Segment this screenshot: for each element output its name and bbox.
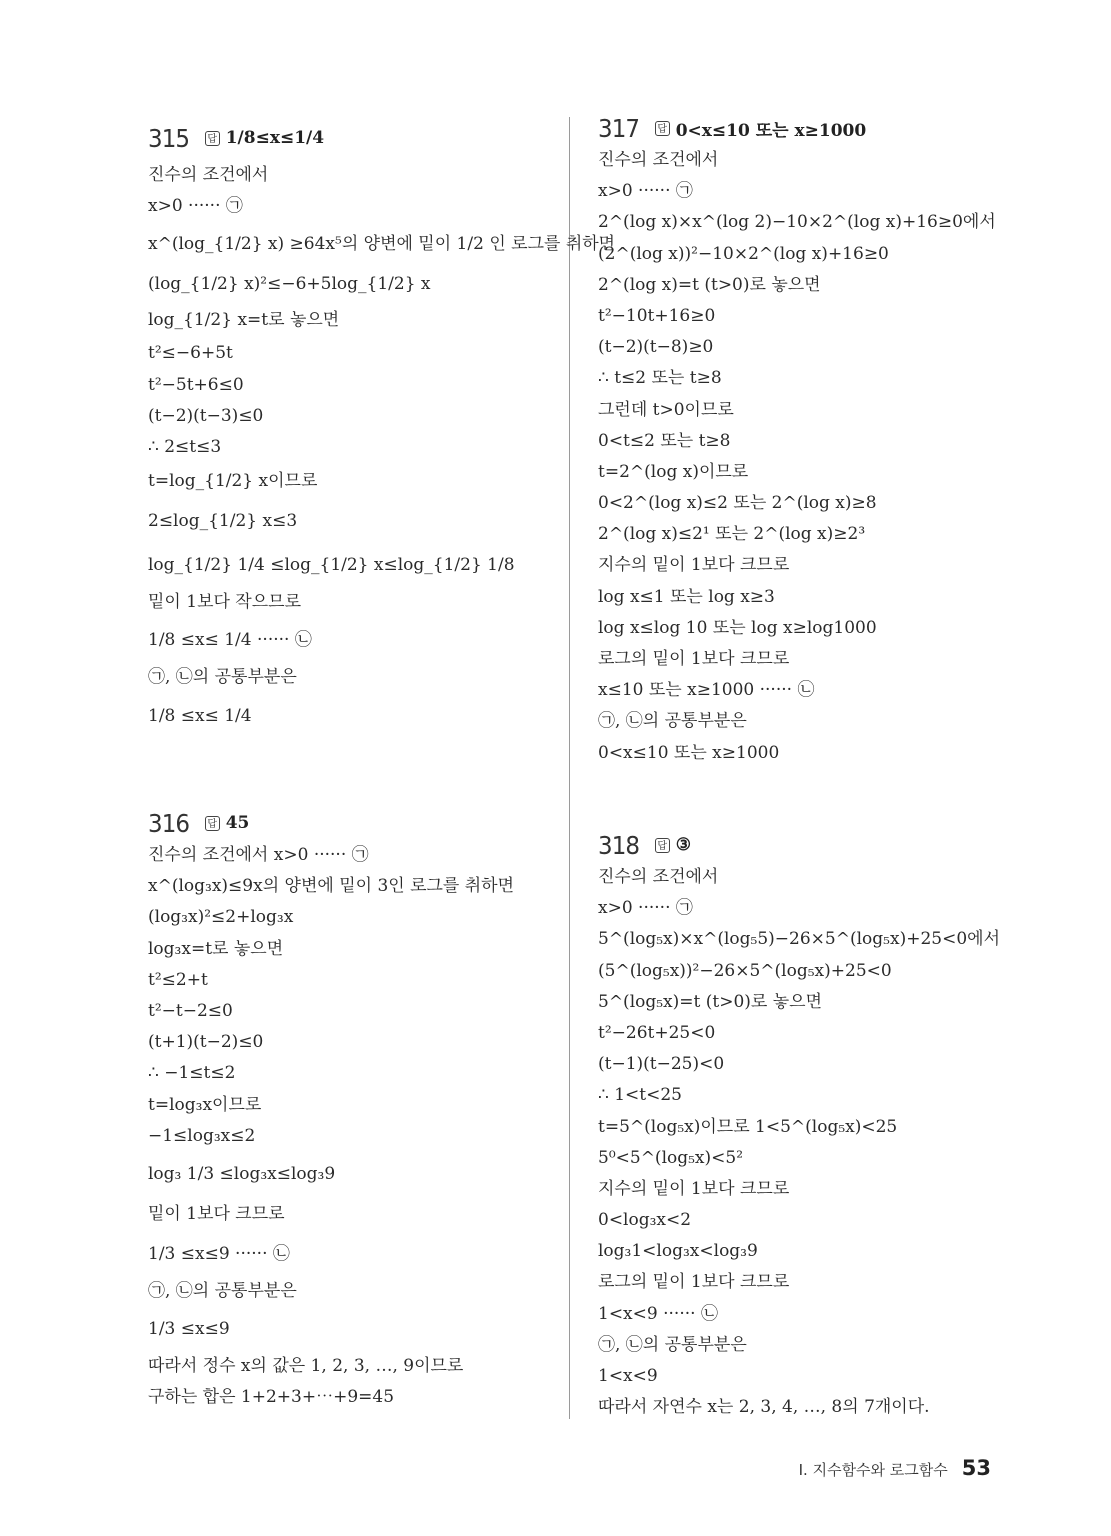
solution-line: (t−2)(t−8)≥0: [598, 337, 714, 358]
answer-icon: 답: [655, 838, 670, 853]
solution-line: 5^(log₅x)=t (t>0)로 놓으면: [598, 991, 823, 1012]
solution-line: ∴ 1<t<25: [598, 1085, 682, 1106]
solution-line: 진수의 조건에서: [598, 150, 719, 170]
solution-line: (log₃x)²≤2+log₃x: [148, 907, 294, 928]
solution-line: x>0 ······ ㉠: [148, 196, 243, 217]
solution-line: log₃x=t로 놓으면: [148, 938, 284, 959]
solution-line: −1≤log₃x≤2: [148, 1125, 256, 1146]
solution-line: t²−26t+25<0: [598, 1022, 716, 1043]
solution-line: 그런데 t>0이므로: [598, 399, 734, 420]
page-footer: [799, 1456, 991, 1480]
solution-line: log₃ 1/3 ≤log₃x≤log₃9: [148, 1163, 336, 1184]
solution-line: 구하는 합은 1+2+3+⋯+9=45: [148, 1387, 395, 1408]
solution-line: 0<log₃x<2: [598, 1210, 692, 1231]
solution-line: 지수의 밑이 1보다 크므로: [598, 1178, 790, 1199]
solution-line: x≤10 또는 x≥1000 ······ ㉡: [598, 680, 815, 701]
solution-line: t=2^(log x)이므로: [598, 461, 749, 482]
answer-icon: 답: [205, 131, 220, 146]
solution-line: log_{1/2} x=t로 놓으면: [148, 310, 340, 331]
solution-line: t²≤2+t: [148, 969, 208, 990]
problem-number: 316: [148, 808, 190, 838]
solution-line: 1<x<9: [598, 1366, 658, 1386]
solution-line: 0<x≤10 또는 x≥1000: [598, 742, 780, 763]
chapter-label: I. 지수함수와 로그함수: [798, 1461, 948, 1479]
solution-line: (log_{1/2} x)²≤−6+5log_{1/2} x: [148, 274, 431, 295]
solution-line: x^(log₃x)≤9x의 양변에 밑이 3인 로그를 취하면: [148, 876, 515, 897]
solution-line: (t+1)(t−2)≤0: [148, 1032, 264, 1053]
problem-317: [598, 113, 996, 769]
answer-value: 1/8≤x≤1/4: [225, 128, 325, 148]
solution-line: x^(log_{1/2} x) ≥64x⁵의 양변에 밑이 1/2 인 로그를 취하면: [148, 234, 616, 255]
answer-value: 0<x≤10 또는 x≥1000: [675, 120, 867, 141]
solution-line: x>0 ······ ㉠: [598, 898, 693, 919]
solution-line: 5^(log₅x)×x^(log₅5)−26×5^(log₅x)+25<0에서: [598, 929, 1000, 950]
solution-line: t=5^(log₅x)이므로 1<5^(log₅x)<25: [598, 1116, 898, 1137]
solution-line: ㉠, ㉡의 공통부분은: [148, 667, 297, 688]
solution-line: ∴ 2≤t≤3: [148, 436, 222, 457]
solution-line: 0<2^(log x)≤2 또는 2^(log x)≥8: [598, 493, 877, 514]
problem-number: 315: [148, 123, 190, 153]
solution-line: (t−1)(t−25)<0: [598, 1054, 725, 1075]
solution-line: 2≤log_{1/2} x≤3: [148, 511, 298, 532]
solution-line: 진수의 조건에서: [598, 867, 719, 887]
solution-line: 로그의 밑이 1보다 크므로: [598, 649, 790, 669]
solution-line: 1/3 ≤x≤9: [148, 1319, 230, 1340]
solution-line: (2^(log x))²−10×2^(log x)+16≥0: [598, 243, 889, 264]
answer-value: ③: [675, 835, 691, 855]
solution-line: x>0 ······ ㉠: [598, 181, 693, 202]
solution-line: 5⁰<5^(log₅x)<5²: [598, 1147, 744, 1168]
solution-line: ㉠, ㉡의 공통부분은: [598, 1334, 747, 1355]
solution-line: 1/8 ≤x≤ 1/4: [148, 705, 252, 726]
solution-line: (t−2)(t−3)≤0: [148, 405, 264, 426]
problem-316: [148, 808, 514, 1413]
solution-line: (5^(log₅x))²−26×5^(log₅x)+25<0: [598, 960, 892, 981]
solution-line: 0<t≤2 또는 t≥8: [598, 430, 731, 451]
solution-line: 2^(log x)≤2¹ 또는 2^(log x)≥2³: [598, 524, 866, 545]
solution-line: 로그의 밑이 1보다 크므로: [598, 1272, 790, 1293]
solution-line: 1<x<9 ······ ㉡: [598, 1303, 718, 1324]
problem-317-header: [598, 113, 996, 143]
solution-line: log x≤1 또는 log x≥3: [598, 586, 775, 607]
answer-icon: 답: [655, 121, 670, 136]
solution-line: t²−10t+16≥0: [598, 305, 716, 326]
solution-line: ㉠, ㉡의 공통부분은: [148, 1280, 297, 1301]
solution-line: 2^(log x)×x^(log 2)−10×2^(log x)+16≥0에서: [598, 212, 996, 233]
solution-line: t²≤−6+5t: [148, 343, 233, 364]
solution-line: log_{1/2} 1/4 ≤log_{1/2} x≤log_{1/2} 1/8: [148, 555, 515, 576]
problem-315: [148, 118, 615, 738]
problem-315-header: [148, 118, 615, 158]
solution-line: 1/3 ≤x≤9 ······ ㉡: [148, 1243, 290, 1264]
solution-line: 따라서 자연수 x는 2, 3, 4, …, 8의 7개이다.: [598, 1397, 930, 1418]
solution-line: 밑이 1보다 작으므로: [148, 592, 301, 613]
solution-line: 따라서 정수 x의 값은 1, 2, 3, …, 9이므로: [148, 1356, 464, 1377]
problem-number: 318: [598, 830, 640, 860]
solution-line: 진수의 조건에서 x>0 ······ ㉠: [148, 845, 369, 865]
page-number: 53: [961, 1456, 991, 1480]
solution-line: ∴ t≤2 또는 t≥8: [598, 368, 722, 389]
answer-value: 45: [225, 813, 250, 833]
solution-line: 지수의 밑이 1보다 크므로: [598, 555, 790, 576]
solution-line: 밑이 1보다 크므로: [148, 1203, 285, 1224]
solution-line: t=log₃x이므로: [148, 1094, 262, 1115]
solution-line: log x≤log 10 또는 log x≥log1000: [598, 617, 877, 638]
solution-line: 진수의 조건에서: [148, 165, 269, 185]
solution-line: log₃1<log₃x<log₃9: [598, 1241, 758, 1262]
answer-icon: 답: [205, 816, 220, 831]
problem-number: 317: [598, 113, 640, 143]
solution-line: ㉠, ㉡의 공통부분은: [598, 711, 747, 732]
problem-316-header: [148, 808, 514, 838]
solution-line: t²−5t+6≤0: [148, 374, 244, 395]
solution-line: ∴ −1≤t≤2: [148, 1063, 236, 1084]
solution-line: 2^(log x)=t (t>0)로 놓으면: [598, 274, 821, 295]
problem-318-header: [598, 830, 1000, 860]
solution-line: t=log_{1/2} x이므로: [148, 471, 318, 492]
problem-318: [598, 830, 1000, 1423]
solution-line: t²−t−2≤0: [148, 1000, 233, 1021]
solution-line: 1/8 ≤x≤ 1/4 ······ ㉡: [148, 630, 312, 651]
